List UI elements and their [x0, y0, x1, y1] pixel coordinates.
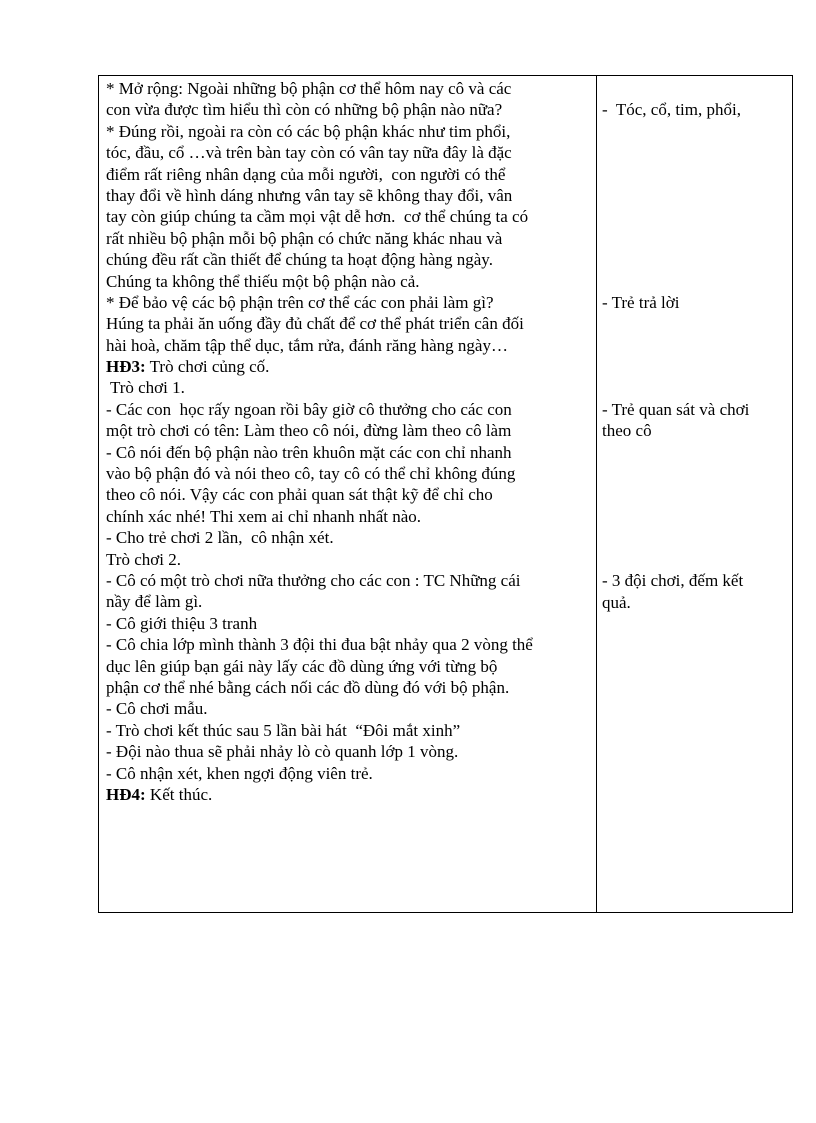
- line-text: * Mở rộng: Ngoài những bộ phận cơ thể hôm nay cô và các: [106, 79, 512, 98]
- line-text: vào bộ phận đó và nói theo cô, tay cô có thể chỉ không đúng: [106, 464, 516, 484]
- text-line: [106, 463, 592, 484]
- text-line: [106, 570, 592, 591]
- section-heading: HĐ3:: [106, 357, 146, 377]
- line-text: một trò chơi có tên: Làm theo cô nói, đừng làm theo cô làm: [106, 421, 512, 441]
- text-line: [106, 206, 592, 227]
- text-line: [106, 271, 592, 292]
- child-response: [602, 399, 749, 442]
- text-line: [106, 720, 592, 741]
- line-text: - Trò chơi kết thúc sau 5 lần bài hát “Đôi mắt xinh”: [106, 720, 461, 740]
- line-text: tay còn giúp chúng ta cầm mọi vật dễ hơn. cơ thể chúng ta có: [106, 207, 529, 227]
- line-text: Trò chơi 2.: [106, 549, 181, 569]
- response-line: - 3 đội chơi, đếm kết: [602, 571, 744, 591]
- line-text: thay đổi về hình dáng nhưng vân tay sẽ không thay đổi, vân: [106, 185, 513, 205]
- line-text: - Cô chia lớp mình thành 3 đội thi đua bật nhảy qua 2 vòng thể: [106, 635, 533, 655]
- line-text: hài hoà, chăm tập thể dục, tắm rửa, đánh răng hàng ngày…: [106, 335, 508, 355]
- text-line: [106, 613, 592, 634]
- text-line: [106, 185, 592, 206]
- child-response: [602, 99, 741, 120]
- line-text: điểm rất riêng nhân dạng của mỗi người, con người có thể: [106, 164, 506, 184]
- line-text: phận cơ thể nhé bằng cách nối các đồ dùng đó với bộ phận.: [106, 677, 510, 697]
- response-line: theo cô: [602, 421, 652, 441]
- line-text: Chúng ta không thể thiếu một bộ phận nào cả.: [106, 271, 420, 291]
- line-text: dục lên giúp bạn gái này lấy các đồ dùng ứng với từng bộ: [106, 656, 498, 676]
- section-heading: HĐ4:: [106, 784, 146, 804]
- text-line: [106, 484, 592, 505]
- text-line: [106, 527, 592, 548]
- text-line: [106, 442, 592, 463]
- text-line: [106, 399, 592, 420]
- text-line: [106, 356, 592, 377]
- text-line: [106, 228, 592, 249]
- child-response: [602, 292, 679, 313]
- line-text: * Đúng rồi, ngoài ra còn có các bộ phận khác như tim phổi,: [106, 121, 511, 141]
- line-text: - Cô nhận xét, khen ngợi động viên trẻ.: [106, 763, 373, 783]
- line-text: con vừa được tìm hiểu thì còn có những bộ phận nào nữa?: [106, 100, 503, 120]
- response-line: - Trẻ trả lời: [602, 293, 680, 312]
- line-text: Trò chơi củng cố.: [145, 357, 270, 377]
- text-line: [106, 591, 592, 612]
- line-text: - Các con học rấy ngoan rồi bây giờ cô thưởng cho các con: [106, 399, 512, 419]
- lesson-table: [98, 75, 793, 913]
- response-line: - Tóc, cổ, tim, phổi,: [602, 100, 741, 120]
- text-line: [106, 121, 592, 142]
- line-text: - Cho trẻ chơi 2 lần, cô nhận xét.: [106, 528, 334, 548]
- text-line: [106, 763, 592, 784]
- line-text: Trò chơi 1.: [106, 378, 185, 398]
- line-text: - Cô nói đến bộ phận nào trên khuôn mặt các con chỉ nhanh: [106, 442, 512, 462]
- line-text: * Để bảo vệ các bộ phận trên cơ thể các con phải làm gì?: [106, 292, 494, 312]
- line-text: - Đội nào thua sẽ phải nhảy lò cò quanh lớp 1 vòng.: [106, 742, 459, 762]
- text-line: [106, 164, 592, 185]
- text-line: [106, 784, 592, 805]
- line-text: - Cô có một trò chơi nữa thưởng cho các con : TC Những cái: [106, 570, 521, 590]
- text-line: [106, 420, 592, 441]
- line-text: Kết thúc.: [145, 784, 213, 804]
- line-text: chính xác nhé! Thi xem ai chỉ nhanh nhất nào.: [106, 506, 422, 526]
- line-text: Húng ta phải ăn uống đầy đủ chất để cơ thể phát triển cân đối: [106, 314, 524, 334]
- text-line: [106, 634, 592, 655]
- response-line: quả.: [602, 592, 631, 612]
- line-text: rất nhiều bộ phận mỗi bộ phận có chức năng khác nhau và: [106, 228, 503, 248]
- line-text: - Cô giới thiệu 3 tranh: [106, 613, 258, 633]
- text-line: [106, 677, 592, 698]
- text-line: [106, 313, 592, 334]
- text-line: [106, 249, 592, 270]
- child-response: [602, 570, 743, 613]
- text-line: [106, 99, 592, 120]
- response-line: - Trẻ quan sát và chơi: [602, 400, 750, 419]
- text-line: [106, 656, 592, 677]
- line-text: - Cô chơi mẫu.: [106, 699, 208, 719]
- text-line: [106, 377, 592, 398]
- text-line: [106, 78, 592, 99]
- text-line: [106, 335, 592, 356]
- line-text: theo cô nói. Vậy các con phải quan sát thật kỹ để chỉ cho: [106, 485, 493, 505]
- teacher-activity-column: [106, 78, 592, 805]
- text-line: [106, 549, 592, 570]
- line-text: nầy để làm gì.: [106, 592, 203, 612]
- line-text: chúng đều rất cần thiết để chúng ta hoạt động hàng ngày.: [106, 250, 493, 270]
- text-line: [106, 292, 592, 313]
- text-line: [106, 741, 592, 762]
- column-divider: [596, 76, 597, 912]
- text-line: [106, 698, 592, 719]
- text-line: [106, 506, 592, 527]
- text-line: [106, 142, 592, 163]
- line-text: tóc, đầu, cổ …và trên bàn tay còn có vân tay nữa đây là đặc: [106, 143, 512, 163]
